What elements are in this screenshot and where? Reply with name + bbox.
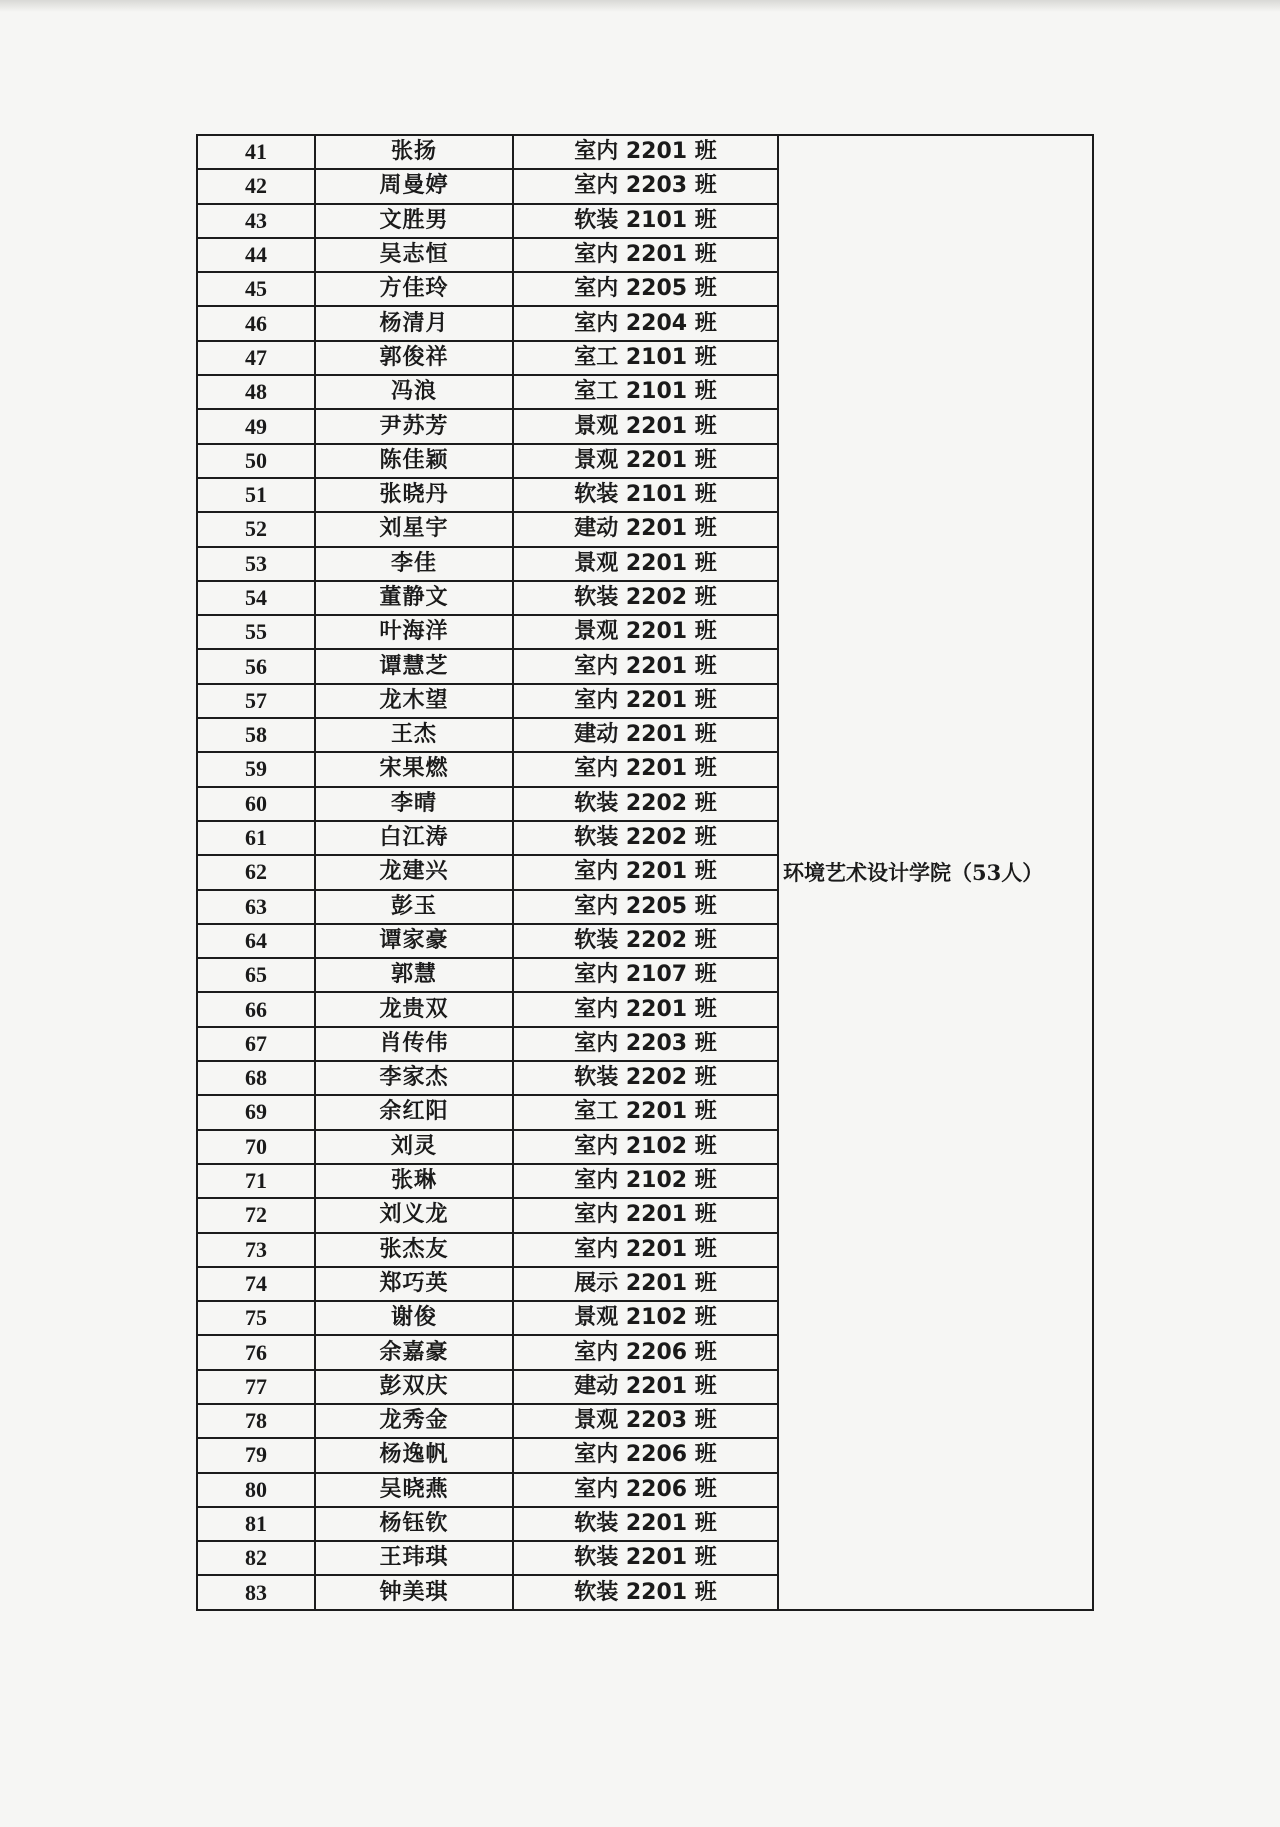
student-name: 杨逸帆 [315, 1438, 513, 1472]
student-name: 杨清月 [315, 306, 513, 340]
class-name: 室内 2201 班 [513, 992, 778, 1026]
class-name: 软装 2202 班 [513, 1061, 778, 1095]
row-number: 44 [197, 238, 315, 272]
row-number: 83 [197, 1575, 315, 1609]
row-number: 62 [197, 855, 315, 889]
row-number: 50 [197, 444, 315, 478]
row-number: 67 [197, 1027, 315, 1061]
class-name: 软装 2202 班 [513, 581, 778, 615]
student-name: 吴志恒 [315, 238, 513, 272]
class-name: 软装 2202 班 [513, 924, 778, 958]
student-name: 文胜男 [315, 204, 513, 238]
class-name: 室内 2201 班 [513, 135, 778, 169]
student-name: 彭双庆 [315, 1370, 513, 1404]
class-name: 景观 2201 班 [513, 409, 778, 443]
row-number: 43 [197, 204, 315, 238]
class-name: 室工 2101 班 [513, 341, 778, 375]
row-number: 78 [197, 1404, 315, 1438]
class-name: 软装 2201 班 [513, 1541, 778, 1575]
student-name: 王杰 [315, 718, 513, 752]
row-number: 57 [197, 684, 315, 718]
row-number: 41 [197, 135, 315, 169]
class-name: 景观 2201 班 [513, 444, 778, 478]
row-number: 55 [197, 615, 315, 649]
class-name: 室内 2107 班 [513, 958, 778, 992]
class-name: 软装 2202 班 [513, 821, 778, 855]
row-number: 69 [197, 1095, 315, 1129]
class-name: 室工 2101 班 [513, 375, 778, 409]
class-name: 软装 2201 班 [513, 1507, 778, 1541]
student-name: 郭慧 [315, 958, 513, 992]
row-number: 72 [197, 1198, 315, 1232]
student-name: 钟美琪 [315, 1575, 513, 1609]
student-name: 余红阳 [315, 1095, 513, 1129]
class-name: 室内 2206 班 [513, 1473, 778, 1507]
student-name: 方佳玲 [315, 272, 513, 306]
student-name: 张杰友 [315, 1233, 513, 1267]
row-number: 56 [197, 649, 315, 683]
student-name: 肖传伟 [315, 1027, 513, 1061]
student-name: 宋果燃 [315, 752, 513, 786]
student-name: 余嘉豪 [315, 1335, 513, 1369]
student-name: 郑巧英 [315, 1267, 513, 1301]
student-name: 谭慧芝 [315, 649, 513, 683]
student-name: 李家杰 [315, 1061, 513, 1095]
class-name: 景观 2203 班 [513, 1404, 778, 1438]
class-name: 室内 2102 班 [513, 1130, 778, 1164]
student-name: 周曼婷 [315, 169, 513, 203]
class-name: 室内 2102 班 [513, 1164, 778, 1198]
class-name: 建动 2201 班 [513, 512, 778, 546]
row-number: 71 [197, 1164, 315, 1198]
class-name: 室内 2204 班 [513, 306, 778, 340]
student-name: 陈佳颖 [315, 444, 513, 478]
row-number: 82 [197, 1541, 315, 1575]
student-name: 董静文 [315, 581, 513, 615]
row-number: 64 [197, 924, 315, 958]
row-number: 80 [197, 1473, 315, 1507]
class-name: 景观 2201 班 [513, 615, 778, 649]
row-number: 60 [197, 787, 315, 821]
student-name: 张晓丹 [315, 478, 513, 512]
student-name: 尹苏芳 [315, 409, 513, 443]
student-name: 谭家豪 [315, 924, 513, 958]
class-name: 室内 2206 班 [513, 1438, 778, 1472]
student-name: 龙秀金 [315, 1404, 513, 1438]
class-name: 室工 2201 班 [513, 1095, 778, 1129]
row-number: 75 [197, 1301, 315, 1335]
row-number: 70 [197, 1130, 315, 1164]
class-name: 室内 2201 班 [513, 855, 778, 889]
row-number: 49 [197, 409, 315, 443]
row-number: 52 [197, 512, 315, 546]
class-name: 软装 2201 班 [513, 1575, 778, 1609]
class-name: 景观 2201 班 [513, 547, 778, 581]
row-number: 46 [197, 306, 315, 340]
row-number: 42 [197, 169, 315, 203]
row-number: 51 [197, 478, 315, 512]
student-name: 王玮琪 [315, 1541, 513, 1575]
row-number: 77 [197, 1370, 315, 1404]
row-number: 61 [197, 821, 315, 855]
class-name: 室内 2203 班 [513, 169, 778, 203]
roster-body [197, 135, 1093, 1610]
row-number: 73 [197, 1233, 315, 1267]
student-name: 龙贵双 [315, 992, 513, 1026]
college-cell: 环境艺术设计学院（53人） [778, 135, 1093, 1610]
class-name: 室内 2201 班 [513, 1198, 778, 1232]
student-name: 龙建兴 [315, 855, 513, 889]
scan-edge-shadow [0, 0, 1280, 12]
student-name: 李佳 [315, 547, 513, 581]
row-number: 45 [197, 272, 315, 306]
student-name: 叶海洋 [315, 615, 513, 649]
class-name: 室内 2201 班 [513, 238, 778, 272]
row-number: 53 [197, 547, 315, 581]
class-name: 软装 2101 班 [513, 478, 778, 512]
row-number: 66 [197, 992, 315, 1026]
row-number: 81 [197, 1507, 315, 1541]
student-name: 刘义龙 [315, 1198, 513, 1232]
row-number: 58 [197, 718, 315, 752]
class-name: 软装 2202 班 [513, 787, 778, 821]
class-name: 室内 2206 班 [513, 1335, 778, 1369]
class-name: 展示 2201 班 [513, 1267, 778, 1301]
student-name: 吴晓燕 [315, 1473, 513, 1507]
class-name: 软装 2101 班 [513, 204, 778, 238]
row-number: 59 [197, 752, 315, 786]
student-name: 郭俊祥 [315, 341, 513, 375]
student-name: 李晴 [315, 787, 513, 821]
table-row [197, 135, 1093, 169]
row-number: 76 [197, 1335, 315, 1369]
student-name: 龙木望 [315, 684, 513, 718]
student-name: 刘星宇 [315, 512, 513, 546]
row-number: 65 [197, 958, 315, 992]
row-number: 79 [197, 1438, 315, 1472]
class-name: 室内 2205 班 [513, 272, 778, 306]
student-name: 张琳 [315, 1164, 513, 1198]
student-name: 刘灵 [315, 1130, 513, 1164]
student-name: 杨钰钦 [315, 1507, 513, 1541]
class-name: 建动 2201 班 [513, 718, 778, 752]
row-number: 68 [197, 1061, 315, 1095]
student-roster-table [196, 134, 1094, 1611]
class-name: 室内 2203 班 [513, 1027, 778, 1061]
class-name: 建动 2201 班 [513, 1370, 778, 1404]
student-name: 白江涛 [315, 821, 513, 855]
row-number: 63 [197, 890, 315, 924]
class-name: 室内 2201 班 [513, 1233, 778, 1267]
class-name: 室内 2201 班 [513, 649, 778, 683]
row-number: 74 [197, 1267, 315, 1301]
row-number: 54 [197, 581, 315, 615]
student-name: 谢俊 [315, 1301, 513, 1335]
class-name: 室内 2205 班 [513, 890, 778, 924]
row-number: 47 [197, 341, 315, 375]
class-name: 室内 2201 班 [513, 752, 778, 786]
class-name: 景观 2102 班 [513, 1301, 778, 1335]
student-name: 彭玉 [315, 890, 513, 924]
class-name: 室内 2201 班 [513, 684, 778, 718]
student-name: 冯浪 [315, 375, 513, 409]
student-name: 张扬 [315, 135, 513, 169]
row-number: 48 [197, 375, 315, 409]
